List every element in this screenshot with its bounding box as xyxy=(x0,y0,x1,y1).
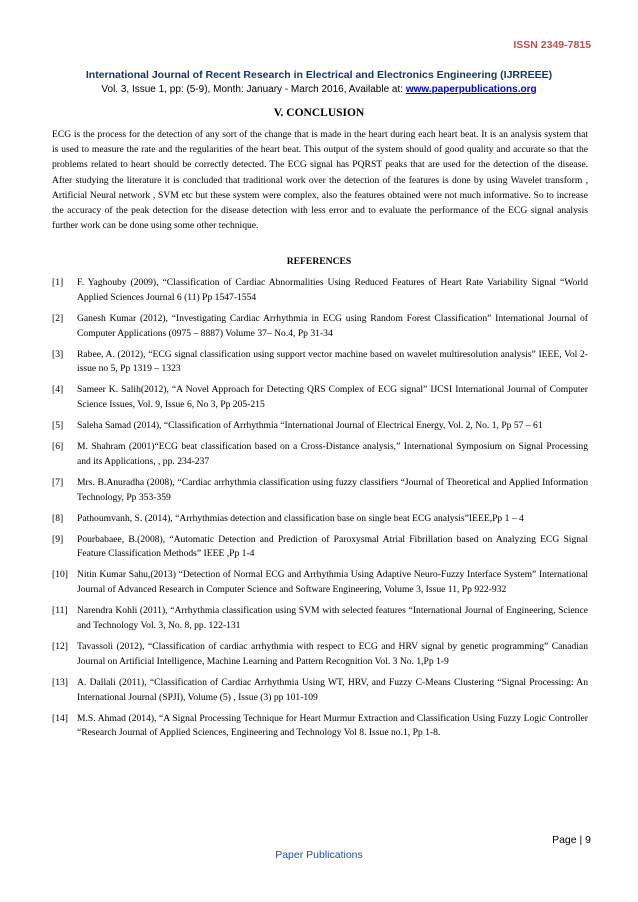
reference-number: [5] xyxy=(52,420,64,432)
reference-text: Pourbabaee, B.(2008), “Automatic Detection and Prediction of Paroxysmal Atrial Fibrillation based on Analyzing ECG Signal Feature Classification Methods” IEEE ,Pp 1-4 xyxy=(77,533,588,560)
reference-text: Narendra Kohli (2011), “Arrhythmia classification using SVM with selected features “International Journal of Engineering, Science and Technology Vol. 3, No. 8, pp. 122-131 xyxy=(77,605,588,632)
reference-item xyxy=(52,476,588,506)
reference-number: [9] xyxy=(52,533,64,545)
reference-text: Pathoumvanh, S. (2014), “Arrhythmias detection and classification base on single beat ECG analysis”IEEE,Pp 1 – 4 xyxy=(77,512,524,524)
reference-item xyxy=(52,568,588,598)
reference-item xyxy=(52,348,588,378)
reference-number: [11] xyxy=(52,605,68,617)
reference-number: [2] xyxy=(52,312,64,324)
reference-number: [10] xyxy=(52,569,68,581)
reference-item xyxy=(52,533,588,563)
reference-text: Mrs. B.Anuradha (2008), “Cardiac arrhythmia classification using fuzzy classifiers “Journal of Theoretical and Applied Information Technology, Pp 353-359 xyxy=(77,476,588,503)
reference-number: [3] xyxy=(52,348,64,360)
reference-text: Nitin Kumar Sahu,(2013) “Detection of Normal ECG and Arrhythmia Using Adaptive Neuro-Fuzzy Interface System” International Journal of Advanced Research in Computer Science and Software Engineering, Volume 3, Issue 11, Pp 922-932 xyxy=(77,569,588,596)
reference-number: [4] xyxy=(52,384,64,396)
page-number: Page | 9 xyxy=(552,834,591,846)
reference-text: Sameer K. Salih(2012), “A Novel Approach for Detecting QRS Complex of ECG signal” IJCSI International Journal of Computer Science Issues, Vol. 9, Issue 6, No 3, Pp 205-215 xyxy=(77,384,588,411)
reference-item xyxy=(52,276,588,306)
publisher-footer: Paper Publications xyxy=(275,849,363,861)
reference-text: F. Yaghouby (2009), “Classification of Cardiac Abnormalities Using Reduced Features of Heart Rate Variability Signal “World Applied Sciences Journal 6 (11) Pp 1547-1554 xyxy=(77,277,588,303)
reference-number: [8] xyxy=(52,512,64,524)
reference-item xyxy=(52,512,588,527)
reference-text: M.S. Ahmad (2014), “A Signal Processing Technique for Heart Murmur Extraction and Classification Using Fuzzy Logic Controller “Research Journal of Applied Sciences, Engineering and Technology Vol 8. Issue no.1, Pp 1-8. xyxy=(77,712,588,739)
references-list xyxy=(52,276,588,747)
journal-title: International Journal of Recent Research in Electrical and Electronics Engineering (IJRREEE) xyxy=(85,69,553,81)
reference-item xyxy=(52,640,588,670)
reference-item xyxy=(52,419,588,434)
reference-text: A. Dallali (2011), “Classification of Cardiac Arrhythmia Using WT, HRV, and Fuzzy C-Means Clustering “Signal Processing: An International Journal (SPJI), Volume (5) , Issue (3) pp 101-109 xyxy=(77,676,588,703)
reference-item xyxy=(52,712,588,742)
conclusion-heading: V. CONCLUSION xyxy=(273,107,365,119)
reference-number: [1] xyxy=(52,277,64,288)
reference-text: M. Shahram (2001)“ECG beat classification based on a Cross-Distance analysis,” International Symposium on Signal Processing and its Applications, , pp. 234-237 xyxy=(77,441,588,467)
journal-info-text: Vol. 3, Issue 1, pp: (5-9), Month: January - March 2016, Available at: xyxy=(101,84,406,95)
reference-item xyxy=(52,440,588,470)
reference-number: [14] xyxy=(52,712,68,724)
conclusion-paragraph: ECG is the process for the detection of any sort of the change that is made in the heart during each heart beat. It is an analysis system that is used to measure the rate and the regularities of the heart beat. This output of the system should of good quality and accurate so that the problems related to heart should be correctly detected. The ECG signal has PQRST peaks that are used for the detection of the disease. After studying the literature it is concluded that traditional work over the detection of the features is done by using Wavelet transform , Artificial Neural network , SVM etc but these system were complex, also the features obtained were not much informative. So to increase the accuracy of the peak detection for the disease detection with less error and to evaluate the performance of the ECG signal analysis further work can be done using some other technique. xyxy=(52,129,588,232)
reference-number: [7] xyxy=(52,476,64,488)
reference-item xyxy=(52,383,588,413)
references-heading: REFERENCES xyxy=(286,256,352,267)
reference-text: Saleha Samad (2014), “Classification of Arrhythmia “International Journal of Electrical Energy, Vol. 2, No. 1, Pp 57 – 61 xyxy=(77,420,543,432)
reference-number: [6] xyxy=(52,441,64,453)
journal-website-link[interactable]: www.paperpublications.org xyxy=(405,84,537,95)
reference-text: Ganesh Kumar (2012), “Investigating Cardiac Arrhythmia in ECG using Random Forest Classification” International Journal of Computer Applications (0975 – 8887) Volume 37– No.4, Pp 31-34 xyxy=(77,312,588,339)
reference-number: [13] xyxy=(52,676,68,688)
issn-label: ISSN 2349-7815 xyxy=(513,39,591,51)
journal-info xyxy=(0,84,638,95)
reference-item xyxy=(52,604,588,634)
reference-text: Rabee, A. (2012), “ECG signal classification using support vector machine based on wavelet multiresolution analysis” IEEE, Vol 2-issue no 5, Pp 1319 – 1323 xyxy=(77,348,588,375)
reference-text: Tavassoli (2012), “Classification of cardiac arrhythmia with respect to ECG and HRV signal by genetic programming” Canadian Journal on Artificial Intelligence, Machine Learning and Pattern Recognition Vol. 3 No. 1,Pp 1-9 xyxy=(77,641,588,667)
reference-item xyxy=(52,676,588,706)
reference-number: [12] xyxy=(52,641,68,652)
reference-item xyxy=(52,312,588,342)
